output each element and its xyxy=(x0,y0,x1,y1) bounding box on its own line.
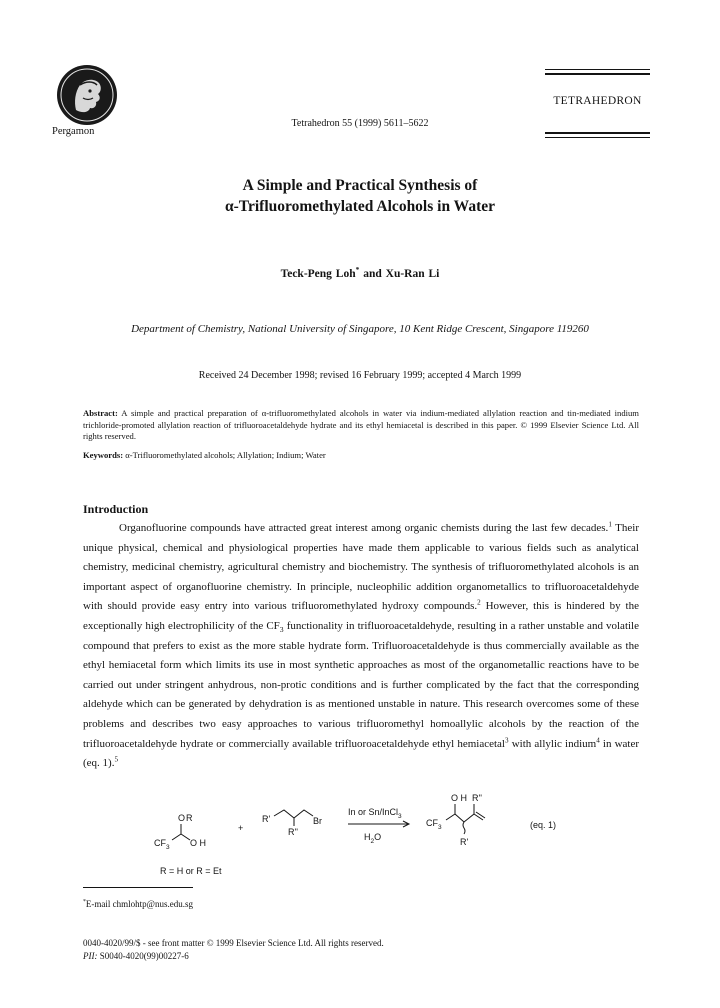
author-2: Xu-Ran Li xyxy=(385,268,440,280)
product-vinyl-double xyxy=(476,812,485,818)
affiliation: Department of Chemistry, National University of Singapore, 10 Kent Ridge Crescent, Singapore 119260 xyxy=(131,323,589,335)
product-r-prime: R' xyxy=(460,837,469,847)
author-and: and xyxy=(363,268,382,280)
allyl-chain xyxy=(274,810,313,818)
product-bond-cf3 xyxy=(446,814,455,820)
author-1: Teck-Peng Loh xyxy=(280,268,356,280)
copyright-block xyxy=(83,937,384,963)
reactant-cf3: $CF_3$ xyxy=(154,838,170,851)
article-title xyxy=(0,175,720,217)
journal-name: TETRAHEDRON xyxy=(553,95,642,107)
intro-text-1: Organofluorine compounds have attracted great interest among organic chemists during the last few decades. xyxy=(119,522,609,534)
allyl-r-prime: R' xyxy=(262,814,271,824)
publisher-name: Pergamon xyxy=(52,126,95,137)
ref-3: 3 xyxy=(505,735,509,744)
copyright-line: 0040-4020/99/$ - see front matter © 1999 Elsevier Science Ltd. All rights reserved. xyxy=(83,938,384,948)
ref-4: 4 xyxy=(596,735,600,744)
cf3-subscript: 3 xyxy=(279,625,284,635)
reactant-oh: O H xyxy=(190,838,207,848)
abstract-text: A simple and practical preparation of α-trifluoromethylated alcohols in water via indium-mediated allylation reaction and tin-mediated indium trichloride-promoted allylation reaction of trifluoroacetaldehyde hydrate and its ethyl hemiacetal is described in this paper. © 1999 Elsevier Science Ltd. All rights reserved. xyxy=(83,408,639,442)
header-rule-bottom-thin xyxy=(545,137,650,138)
header-rule-top-thick xyxy=(545,73,650,75)
ref-2: 2 xyxy=(477,598,481,607)
abstract xyxy=(83,408,639,443)
author-asterisk: * xyxy=(355,265,360,275)
product-chain xyxy=(455,804,474,822)
keywords xyxy=(83,450,639,460)
intro-text-5: with allylic indium xyxy=(508,737,597,750)
bond-c-cf3 xyxy=(172,834,181,840)
allyl-r-dprime: R'' xyxy=(288,827,298,837)
pii-line xyxy=(83,950,384,963)
reagent-bottom: $H_2O$ xyxy=(364,832,382,845)
title-line-2: α-Trifluoromethylated Alcohols in Water xyxy=(225,198,495,215)
journal-citation: Tetrahedron 55 (1999) 5611–5622 xyxy=(291,118,429,129)
bond-c-oh xyxy=(181,834,190,840)
title-line-1: A Simple and Practical Synthesis of xyxy=(242,177,478,194)
introduction-paragraph xyxy=(83,519,639,774)
equation-label: (eq. 1) xyxy=(530,820,557,830)
introduction-body xyxy=(83,519,639,774)
authors xyxy=(0,265,720,280)
received-dates: Received 24 December 1998; revised 16 February 1999; accepted 4 March 1999 xyxy=(198,370,522,381)
product-wavy-bond xyxy=(463,822,465,834)
footnote xyxy=(83,899,193,909)
allyl-bromide: Br xyxy=(313,816,322,826)
footnote-mark: * xyxy=(83,899,86,905)
product-cf3: $CF_3$ xyxy=(426,818,442,831)
product-r-dprime: R'' xyxy=(472,793,482,803)
header-rule-top-thin xyxy=(545,69,650,70)
intro-text-6: in water (eq. 1). xyxy=(83,737,640,770)
header-rule-bottom-thick xyxy=(545,132,650,134)
product-vinyl xyxy=(474,814,483,820)
ref-1: 1 xyxy=(608,520,612,529)
intro-text-4: functionality in trifluoroacetaldehyde, resulting in a rather unstable and volatile compound that prefers to exist as the more stable hydrate form. Trifluoroacetaldehyde is thus commercially available as the ethyl hemiacetal form which limits its use in most synthetic approaches as most of the organometallic reactions have to be carried out under stringent anhydrous, non-protic conditions and is further complicated by the fact that the corresponding aldehyde which can be generated by dehydration is as mentioned unstable in nature. This research overcomes some of these problems and describes two easy approaches to various trifluoromethyl homoallylic alcohols by the reaction of the trifluoroacetaldehyde hydrate or commercially available trifluoroacetaldehyde ethyl hemiacetal xyxy=(83,619,639,750)
pii-label: PII: xyxy=(83,951,98,961)
introduction-heading: Introduction xyxy=(83,502,149,516)
intro-text-3: However, this is hindered by the exceptionally high electrophilicity of the CF xyxy=(83,600,639,632)
reagent-top: In or Sn/InCl$_3$ xyxy=(348,807,402,820)
intro-text-2: Their unique physical, chemical and physiological properties have made them applicable to various fields such as analytical chemistry, medicinal chemistry, agricultural chemistry and biochemistry. The synthesis of trifluoromethylated alcohols is an important aspect of organofluorine chemistry. In principle, nucleophilic addition organometallics to trifluoroacetaldehyde with should provide easy entry into various trifluoromethylated hydroxy compounds. xyxy=(83,522,639,613)
ref-5: 5 xyxy=(114,755,119,764)
pergamon-logo xyxy=(56,64,118,126)
keywords-text: α-Trifluoromethylated alcohols; Allylation; Indium; Water xyxy=(125,450,326,460)
reactant-r: R xyxy=(186,813,193,823)
abstract-label: Abstract: xyxy=(83,408,118,418)
footnote-email: E-mail chmlohtp@nus.edu.sg xyxy=(85,899,193,909)
r-definition: R = H or R = Et xyxy=(160,866,222,876)
footnote-rule xyxy=(83,887,193,888)
reaction-scheme xyxy=(150,788,590,864)
plus-sign: + xyxy=(238,823,244,833)
product-oh: O H xyxy=(451,793,468,803)
pii-value: S0040-4020(99)00227-6 xyxy=(97,951,189,961)
reactant-o: O xyxy=(178,813,186,823)
keywords-label: Keywords: xyxy=(83,450,124,460)
